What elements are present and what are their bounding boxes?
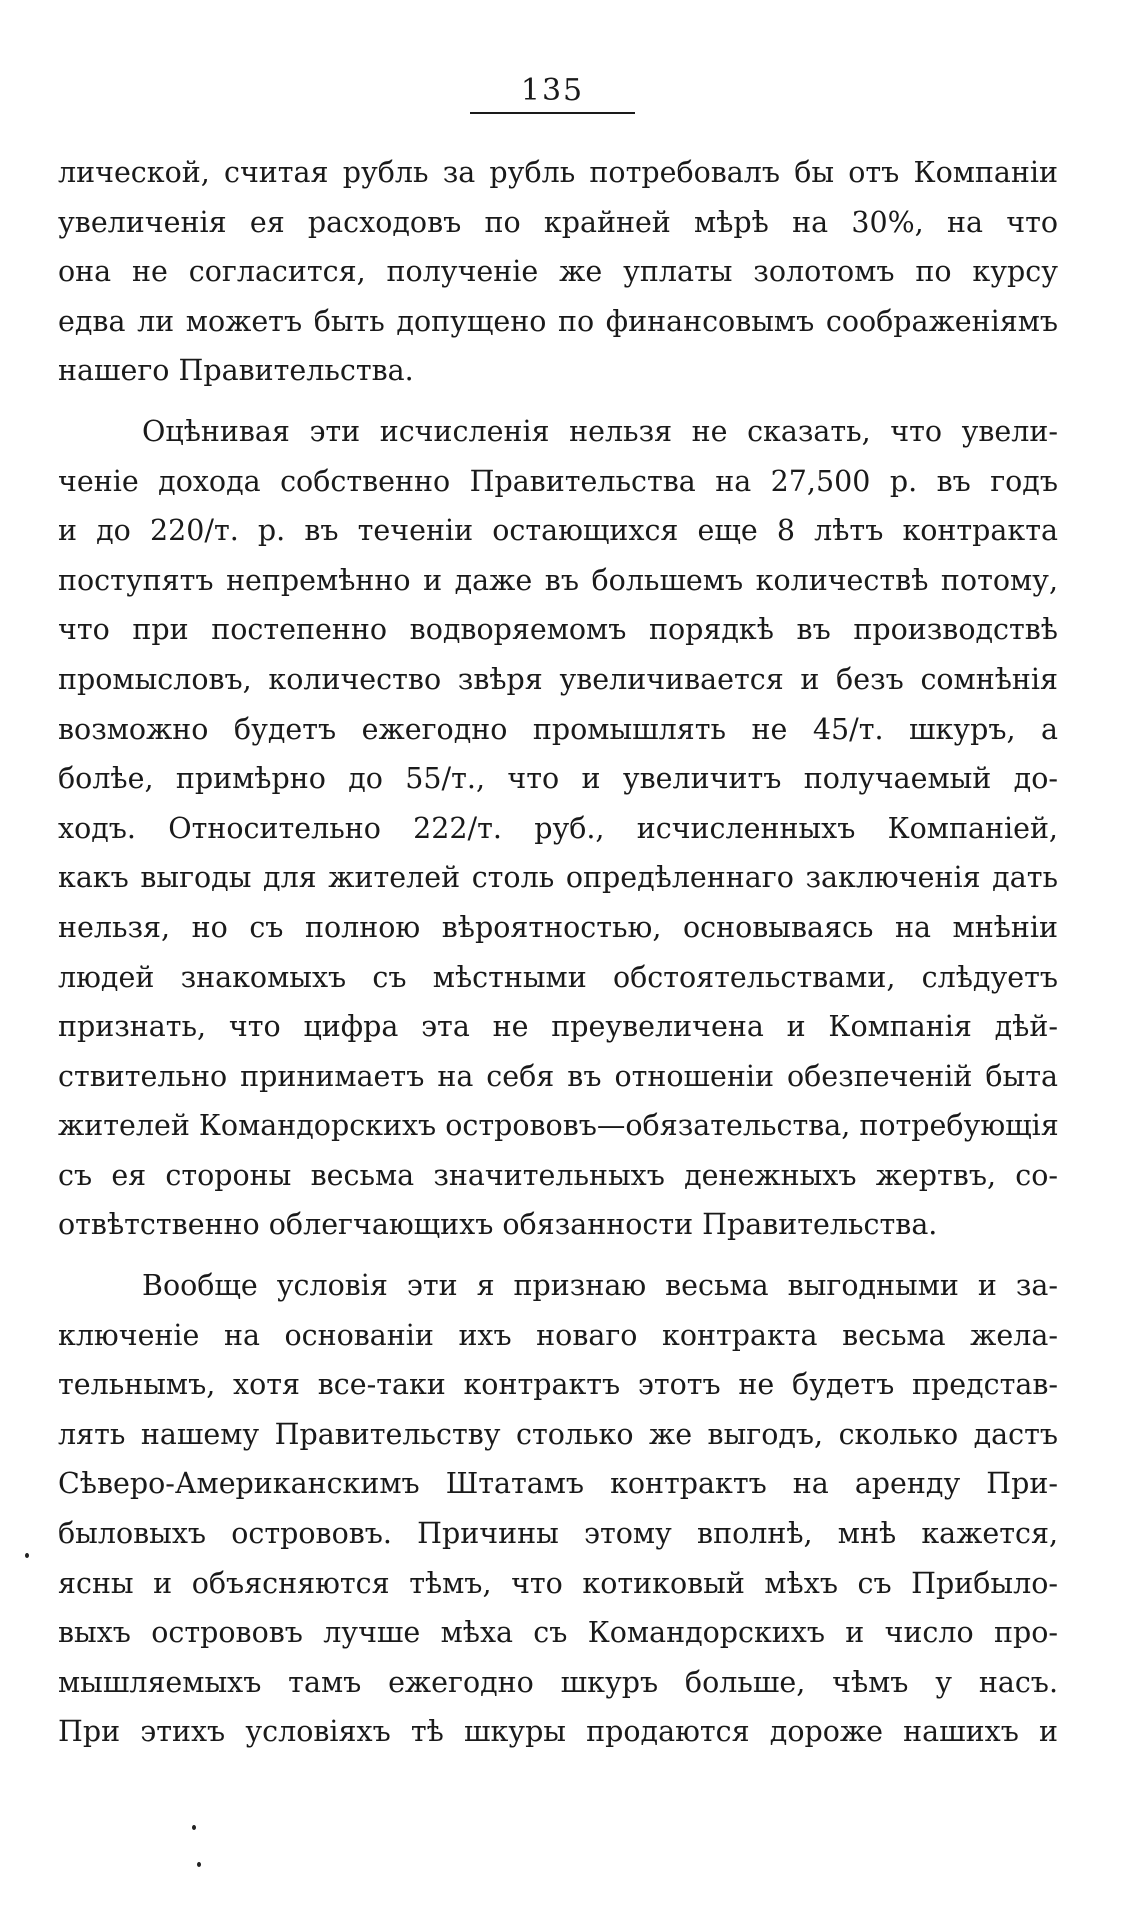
text-line: При этихъ условіяхъ тѣ шкуры продаются дороже нашихъ и	[58, 1715, 1058, 1749]
text-line: возможно будетъ ежегодно промышлять не 45/т. шкуръ, а	[58, 712, 1058, 746]
scan-speck	[197, 1862, 201, 1867]
text-line: ясны и объясняются тѣмъ, что котиковый мѣхъ съ Прибыло-	[58, 1566, 1058, 1600]
page-number-rule	[470, 112, 635, 114]
text-line: съ ея стороны весьма значительныхъ денежныхъ жертвъ, со-	[58, 1158, 1058, 1192]
paragraph-2	[58, 407, 1058, 1250]
text-line: какъ выгоды для жителей столь опредѣленнаго заключенія дать	[58, 861, 1058, 895]
text-line: что при постепенно водворяемомъ порядкѣ въ производствѣ	[58, 613, 1058, 647]
text-line: болѣе, примѣрно до 55/т., что и увеличитъ получаемый до-	[58, 762, 1058, 796]
text-line: Оцѣнивая эти исчисленія нельзя не сказать, что увели-	[142, 414, 1058, 448]
text-line: лической, считая рубль за рубль потребовалъ бы отъ Компаніи	[58, 156, 1058, 189]
paragraph-3	[58, 1261, 1058, 1757]
text-line: быловыхъ острововъ. Причины этому вполнѣ, мнѣ кажется,	[58, 1517, 1058, 1551]
text-line: Вообще условія эти я признаю весьма выгодными и за-	[142, 1269, 1058, 1303]
scan-speck	[192, 1825, 196, 1830]
text-line: ходъ. Относительно 222/т. руб., исчисленныхъ Компаніей,	[58, 811, 1058, 845]
text-line: Сѣверо-Американскимъ Штатамъ контрактъ на аренду При-	[58, 1467, 1058, 1501]
text-line: тельнымъ, хотя все-таки контрактъ этотъ не будетъ представ-	[58, 1368, 1058, 1402]
text-line: людей знакомыхъ съ мѣстными обстоятельствами, слѣдуетъ	[58, 960, 1058, 994]
text-line: поступятъ непремѣнно и даже въ большемъ количествѣ потому,	[58, 563, 1058, 597]
text-line: выхъ острововъ лучше мѣха съ Командорскихъ и число про-	[58, 1616, 1058, 1650]
text-line: ключеніе на основаніи ихъ новаго контракта весьма жела-	[58, 1318, 1058, 1352]
text-line: она не согласится, полученіе же уплаты золотомъ по курсу	[58, 255, 1058, 289]
text-line: ченіе дохода собственно Правительства на 27,500 р. въ годъ	[58, 464, 1058, 498]
body-text	[58, 148, 1058, 1757]
scan-speck	[25, 1553, 29, 1558]
text-line: отвѣтственно облегчающихъ обязанности Правительства.	[58, 1208, 938, 1242]
page-number: 135	[520, 73, 585, 108]
text-line: и до 220/т. р. въ теченіи остающихся еще 8 лѣтъ контракта	[58, 514, 1058, 548]
text-line: промысловъ, количество звѣря увеличивается и безъ сомнѣнія	[58, 662, 1058, 696]
text-line: ствительно принимаетъ на себя въ отношеніи обезпеченій быта	[58, 1059, 1058, 1093]
text-line: лять нашему Правительству столько же выгодъ, сколько дастъ	[58, 1417, 1058, 1451]
text-line: едва ли можетъ быть допущено по финансовымъ соображеніямъ	[58, 304, 1058, 338]
paragraph-1	[58, 148, 1058, 396]
text-line: нельзя, но съ полною вѣроятностью, основываясь на мнѣніи	[58, 910, 1058, 944]
text-line: признать, что цифра эта не преувеличена и Компанія дѣй-	[58, 1010, 1058, 1044]
text-line: увеличенія ея расходовъ по крайней мѣрѣ на 30%, на что	[58, 205, 1058, 239]
text-line: нашего Правительства.	[58, 354, 414, 388]
text-line: мышляемыхъ тамъ ежегодно шкуръ больше, чѣмъ у насъ.	[58, 1665, 1058, 1699]
text-line: жителей Командорскихъ острововъ—обязательства, потребующія	[58, 1109, 1059, 1143]
